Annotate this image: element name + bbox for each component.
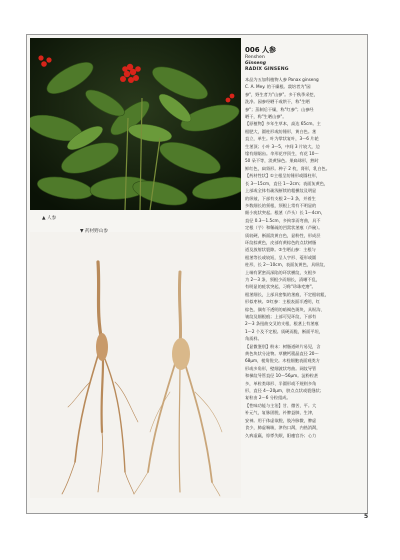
body-line: 形似枣核。③红参：主根表面半透明，红 — [245, 299, 320, 305]
body-line: 长 3～15cm，直径 1～2cm；表面灰黄色， — [245, 180, 329, 186]
body-line: 根茎等长或较短，呈人字形、菱形或圆 — [245, 254, 317, 260]
photo-bottom-caption: ▼ 药材野山参 — [80, 229, 108, 234]
body-line: 多数细长的须根，须根上常有不明显的 — [245, 202, 317, 208]
body-line: 细小疣状突起。根茎（芦头）长 1～4cm， — [245, 210, 326, 216]
ginseng-root-illustration — [30, 232, 241, 498]
body-line: 【显微鉴别】粉末：树脂道碎片易见，含 — [245, 343, 321, 349]
entry-latin-name: Ginseng — [245, 61, 267, 66]
entry-latin-official: RADIX GINSENG — [245, 67, 289, 72]
body-line: 形或多角形，壁细波状弯曲。网纹导管 — [245, 365, 317, 371]
entry-title: 006 人参 — [245, 46, 277, 54]
body-line: 参"；蒸制后干燥，称"红参"；山参经 — [245, 106, 314, 112]
ginseng-plant-illustration — [30, 38, 241, 210]
body-line: 50 朵不等，淡黄绿色。果扁球形，熟时 — [245, 158, 319, 164]
body-line: 定根（艼）和稀疏的凹窝状茎痕（芦碗）。 — [245, 225, 323, 231]
entry-pinyin: Renshen — [245, 55, 265, 60]
body-line: 2～3 条扭曲交叉的支根，根茎上有茎痕 — [245, 321, 319, 327]
body-line: 洗净。园参经晒干或烘干，称"生晒 — [245, 99, 310, 105]
body-line: 质较硬，断面淡黄白色，显粉性，形成层 — [245, 232, 321, 238]
body-line: 【药材性状】①主根呈纺锤形或圆柱形， — [245, 173, 320, 179]
body-line: 缘有细锯齿。伞形花序顶生，有花 10～ — [245, 151, 319, 157]
ginseng-plant-photo — [30, 38, 241, 210]
body-line: 安神。用于体虚欲脱，肢冷脉微，脾虚 — [245, 417, 317, 423]
body-line: 晒干，称"生晒山参"。 — [245, 114, 287, 120]
ginseng-root-photo — [30, 232, 241, 498]
body-line: 环纹棕黄色，皮部有黄棕色的点状树脂 — [245, 239, 317, 245]
body-line: 为 2～3 条，须根少而细长，清晰不乱， — [245, 276, 320, 282]
body-line: 食少，肺虚喘咳，津伤口渴，内热消渴， — [245, 425, 321, 431]
entry-body — [245, 76, 363, 439]
page-number: 5 — [364, 513, 369, 520]
body-line: 参"，野生者为"山参"。多于秋季采挖， — [245, 91, 318, 97]
body-line: 复粒由 2～6 分粒组成。 — [245, 395, 291, 401]
body-line: 【原植物】多年生草本，高达 65cm。主 — [245, 121, 321, 127]
body-line: 上部或全体有疏浅断续的粗横纹及明显 — [245, 188, 317, 194]
body-line: 本品为五加科植物人参 Panax ginseng — [245, 77, 319, 82]
body-line: 和梯纹导管直径 10～56μm。淀粉粒甚 — [245, 373, 319, 379]
entry-text-column — [245, 42, 363, 439]
body-line: 68μm，棱角锐尖。木栓细胞表面观类方 — [245, 358, 320, 364]
body-line: 直径 0.3～1.5cm，多拘挛而弯曲，具不 — [245, 217, 321, 223]
body-line: 黄色块状分泌物。草酸钙簇晶直径 20～ — [245, 351, 319, 357]
body-line: 棕色，偶有不透明的暗褐色斑块，具纵沟、 — [245, 306, 325, 312]
body-line: 有明显的疣状突起，习称"珍珠疙瘩"。 — [245, 284, 316, 290]
body-line: 角质样。 — [245, 336, 262, 342]
body-line: 鲜红色，扁肾形。种子 2 枚，肾形，乳白色。 — [245, 165, 330, 171]
body-line: 皱纹及细根痕；上部可见环纹，下部有 — [245, 314, 317, 319]
body-line: 上端有紧密而深陷的环状横纹，支根多 — [245, 269, 317, 275]
body-line: 生茎顶；小叶 3～5，中间 3 片较大，边 — [245, 143, 320, 149]
body-line: 的纵皱，下部有支根 2～3 条，并着生 — [245, 195, 316, 201]
body-line: 根茎细长，上部具密集的茎痕，不定根较粗， — [245, 291, 329, 297]
body-line: 多，单粒类球形、半圆形或不规则多角 — [245, 380, 317, 386]
body-line: 柱形，长 2～10cm，表面灰黄色，具纵纹， — [245, 262, 328, 268]
body-line: C. A. Mey. 的干燥根。栽培者为"园 — [245, 84, 311, 90]
body-line: 1～2 个及不定根。质硬而脆，断面平坦， — [245, 328, 323, 334]
body-line: 【性味功能与主治】甘、微苦，平。大 — [245, 402, 317, 408]
body-line: 形，直径 4～20μm，脐点点状或裂缝状； — [245, 388, 324, 394]
body-line: 补元气，复脉固脱，补脾益肺，生津， — [245, 410, 317, 416]
body-line: 久病虚羸，惊悸失眠，阳痿宫冷；心力 — [245, 432, 317, 438]
body-line: 根肥大，圆柱形或纺锤形，黄白色。茎 — [245, 128, 317, 134]
photo-top-caption: ▲ 人参 — [42, 216, 57, 221]
body-line: 道及放射状裂隙。②生晒山参：主根与 — [245, 247, 316, 253]
body-line: 直立，单生。叶为掌状复叶，3～6 片轮 — [245, 136, 319, 142]
